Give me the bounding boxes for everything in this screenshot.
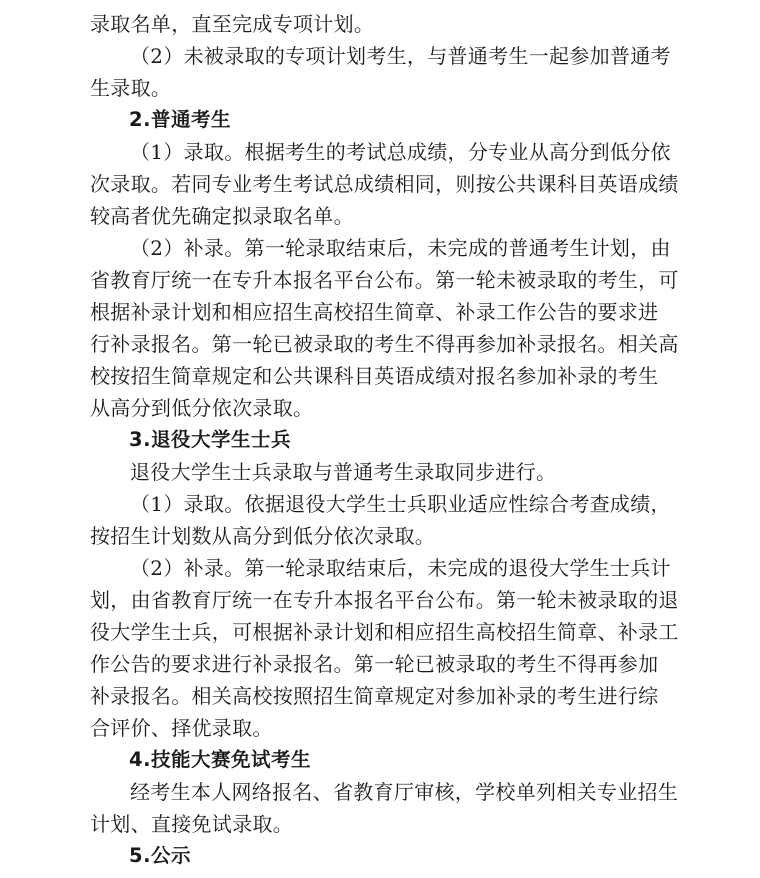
paragraph xyxy=(90,552,679,744)
text-line: 录取名单，直至完成专项计划。 xyxy=(90,12,375,36)
paragraph xyxy=(90,776,679,840)
section-heading: 5.公示 xyxy=(129,844,191,867)
text-line: 生录取。 xyxy=(90,76,172,100)
section-heading: 2.普通考生 xyxy=(129,108,231,131)
text-line: （1）录取。依据退役大学生士兵职业适应性综合考查成绩， xyxy=(130,492,671,516)
text-line: 作公告的要求进行补录报名。第一轮已被录取的考生不得再参加 xyxy=(90,652,659,676)
section-heading: 4.技能大赛免试考生 xyxy=(129,748,311,771)
text-line: 划，由省教育厅统一在专升本报名平台公布。第一轮未被录取的退 xyxy=(90,588,679,612)
text-line: 计划、直接免试录取。 xyxy=(90,812,293,836)
paragraph xyxy=(90,456,670,488)
text-line: （1）录取。根据考生的考试总成绩，分专业从高分到低分依 xyxy=(130,140,671,164)
text-line: 按招生计划数从高分到低分依次录取。 xyxy=(90,524,436,548)
text-line: 省教育厅统一在专升本报名平台公布。第一轮未被录取的考生，可 xyxy=(90,268,679,292)
text-line: 役大学生士兵，可根据补录计划和相应招生高校招生简章、补录工 xyxy=(90,620,679,644)
text-line: 行补录报名。第一轮已被录取的考生不得再参加补录报名。相关高 xyxy=(90,332,679,356)
text-line: （2）未被录取的专项计划考生，与普通考生一起参加普通考 xyxy=(130,44,671,68)
paragraph xyxy=(90,232,679,424)
paragraph xyxy=(90,136,679,232)
text-line: 次录取。若同专业考生考试总成绩相同，则按公共课科目英语成绩 xyxy=(90,172,679,196)
text-line: 较高者优先确定拟录取名单。 xyxy=(90,204,354,228)
text-line: 从高分到低分依次录取。 xyxy=(90,396,314,420)
paragraph xyxy=(90,40,670,104)
paragraph xyxy=(90,488,670,552)
text-line: 根据补录计划和相应招生高校招生简章、补录工作公告的要求进 xyxy=(90,300,659,324)
section-heading: 3.退役大学生士兵 xyxy=(129,428,291,451)
text-line: 退役大学生士兵录取与普通考生录取同步进行。 xyxy=(130,460,557,484)
text-line: 合评价、择优录取。 xyxy=(90,716,273,740)
text-line: （2）补录。第一轮录取结束后，未完成的退役大学生士兵计 xyxy=(130,556,671,580)
text-line: 校按招生简章规定和公共课科目英语成绩对报名参加补录的考生 xyxy=(90,364,659,388)
paragraph xyxy=(90,8,670,40)
text-line: 经考生本人网络报名、省教育厅审核，学校单列相关专业招生 xyxy=(130,780,679,804)
text-line: 补录报名。相关高校按照招生简章规定对参加补录的考生进行综 xyxy=(90,684,659,708)
text-line: （2）补录。第一轮录取结束后，未完成的普通考生计划，由 xyxy=(130,236,671,260)
